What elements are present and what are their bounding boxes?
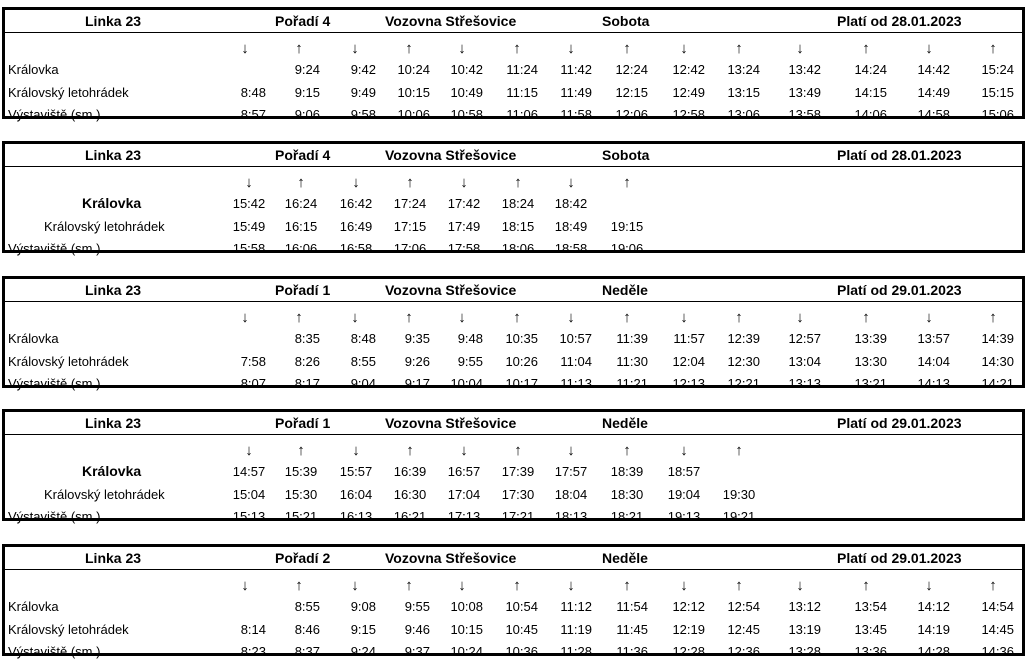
timetable-block — [2, 276, 1025, 391]
departure-time: 10:42 — [450, 62, 483, 77]
timetable-header — [5, 412, 1022, 435]
departure-time: 8:48 — [350, 331, 376, 346]
departure-time: 15:21 — [284, 509, 318, 524]
departure-time: 13:30 — [854, 354, 887, 369]
service-day: Neděle — [602, 550, 648, 566]
departure-time: 11:57 — [673, 331, 705, 346]
departure-time: 12:12 — [672, 599, 705, 614]
timetable-block — [2, 544, 1025, 659]
departure-time: 18:04 — [554, 487, 588, 502]
departure-time: 18:42 — [554, 196, 588, 211]
arrow-down-icon: ↓ — [925, 40, 933, 57]
departure-time: 10:35 — [505, 331, 538, 346]
run-order: Pořadí 1 — [275, 415, 331, 431]
departure-time: 16:04 — [339, 487, 373, 502]
departure-time: 13:58 — [788, 107, 821, 122]
departure-time: 12:45 — [727, 622, 760, 637]
departure-time: 10:24 — [397, 62, 430, 77]
departure-time: 17:13 — [447, 509, 481, 524]
departure-time: 17:58 — [447, 241, 481, 256]
departure-time: 8:46 — [294, 622, 320, 637]
departure-time: 11:12 — [560, 599, 592, 614]
departure-time: 10:57 — [559, 331, 592, 346]
departure-time: 13:45 — [854, 622, 887, 637]
arrow-down-icon: ↓ — [796, 309, 804, 326]
arrow-up-icon: ↑ — [989, 577, 997, 594]
stop-name: Královka — [8, 331, 59, 346]
departure-time: 9:26 — [404, 354, 430, 369]
depot-name: Vozovna Střešovice — [385, 13, 517, 29]
stop-name: Královský letohrádek — [44, 219, 165, 234]
valid-from: Platí od 28.01.2023 — [837, 13, 962, 29]
departure-time: 12:54 — [727, 599, 760, 614]
departure-time: 16:21 — [393, 509, 427, 524]
arrow-up-icon: ↑ — [735, 577, 743, 594]
arrow-down-icon: ↓ — [796, 577, 804, 594]
departure-time: 14:13 — [917, 376, 950, 391]
stop-name: Výstaviště (sm.) — [8, 241, 101, 256]
departure-time: 18:49 — [554, 219, 588, 234]
departure-time: 8:48 — [240, 85, 266, 100]
arrow-up-icon: ↑ — [514, 174, 522, 191]
depot-name: Vozovna Střešovice — [385, 282, 517, 298]
departure-time: 13:54 — [854, 599, 887, 614]
departure-time: 14:58 — [917, 107, 950, 122]
arrow-down-icon: ↓ — [567, 174, 575, 191]
departure-time: 17:04 — [447, 487, 481, 502]
departure-time: 11:24 — [506, 62, 538, 77]
arrow-down-icon: ↓ — [680, 442, 688, 459]
departure-time: 16:57 — [447, 464, 481, 479]
timetable-block — [2, 409, 1025, 524]
arrow-up-icon: ↑ — [862, 40, 870, 57]
departure-time: 14:12 — [917, 599, 950, 614]
stop-name: Královka — [8, 599, 59, 614]
departure-time: 19:04 — [667, 487, 701, 502]
departure-time: 18:30 — [610, 487, 644, 502]
departure-time: 13:42 — [788, 62, 821, 77]
service-day: Neděle — [602, 282, 648, 298]
departure-time: 13:04 — [788, 354, 821, 369]
departure-time: 19:15 — [610, 219, 644, 234]
departure-time: 10:04 — [450, 376, 483, 391]
departure-time: 16:58 — [339, 241, 373, 256]
line-number: Linka 23 — [85, 415, 142, 431]
depot-name: Vozovna Střešovice — [385, 147, 517, 163]
departure-time: 11:58 — [560, 107, 592, 122]
arrow-up-icon: ↑ — [405, 309, 413, 326]
departure-time: 14:30 — [981, 354, 1014, 369]
departure-time: 10:15 — [397, 85, 430, 100]
departure-time: 18:21 — [610, 509, 644, 524]
run-order: Pořadí 1 — [275, 282, 331, 298]
valid-from: Platí od 29.01.2023 — [837, 550, 962, 566]
departure-time: 10:54 — [505, 599, 538, 614]
departure-time: 17:30 — [501, 487, 535, 502]
departure-time: 12:28 — [672, 644, 705, 659]
departure-time: 9:35 — [404, 331, 430, 346]
departure-time: 14:45 — [981, 622, 1014, 637]
arrow-up-icon: ↑ — [862, 577, 870, 594]
departure-time: 12:21 — [727, 376, 760, 391]
departure-time: 12:24 — [615, 62, 648, 77]
depot-name: Vozovna Střešovice — [385, 415, 517, 431]
departure-time: 11:42 — [560, 62, 592, 77]
departure-time: 16:39 — [393, 464, 427, 479]
departure-time: 13:24 — [727, 62, 760, 77]
line-number: Linka 23 — [85, 13, 142, 29]
departure-time: 9:24 — [294, 62, 320, 77]
timetable-block — [2, 141, 1025, 256]
departure-time: 17:21 — [501, 509, 535, 524]
departure-time: 9:17 — [404, 376, 430, 391]
departure-time: 10:58 — [450, 107, 483, 122]
departure-time: 14:19 — [917, 622, 950, 637]
departure-time: 13:39 — [854, 331, 887, 346]
departure-time: 9:04 — [350, 376, 376, 391]
departure-time: 11:04 — [560, 354, 592, 369]
valid-from: Platí od 29.01.2023 — [837, 415, 962, 431]
arrow-down-icon: ↓ — [567, 309, 575, 326]
arrow-down-icon: ↓ — [241, 309, 249, 326]
arrow-up-icon: ↑ — [295, 577, 303, 594]
timetable-header — [5, 10, 1022, 33]
departure-time: 19:06 — [610, 241, 644, 256]
departure-time: 9:15 — [294, 85, 320, 100]
departure-time: 11:28 — [560, 644, 592, 659]
departure-time: 9:58 — [350, 107, 376, 122]
departure-time: 17:24 — [393, 196, 427, 211]
departure-time: 9:48 — [457, 331, 483, 346]
arrow-down-icon: ↓ — [458, 577, 466, 594]
timetable-header — [5, 144, 1022, 167]
arrow-down-icon: ↓ — [351, 40, 359, 57]
arrow-down-icon: ↓ — [460, 442, 468, 459]
departure-time: 11:06 — [506, 107, 538, 122]
departure-time: 8:17 — [294, 376, 320, 391]
line-number: Linka 23 — [85, 550, 142, 566]
stop-name: Královský letohrádek — [8, 354, 129, 369]
departure-time: 9:15 — [350, 622, 376, 637]
arrow-up-icon: ↑ — [862, 309, 870, 326]
line-number: Linka 23 — [85, 147, 142, 163]
departure-time: 15:49 — [232, 219, 266, 234]
arrow-down-icon: ↓ — [352, 442, 360, 459]
departure-time: 14:54 — [981, 599, 1014, 614]
departure-time: 8:14 — [240, 622, 266, 637]
arrow-down-icon: ↓ — [245, 442, 253, 459]
departure-time: 19:30 — [722, 487, 756, 502]
departure-time: 12:57 — [788, 331, 821, 346]
departure-time: 15:13 — [232, 509, 266, 524]
departure-time: 15:39 — [284, 464, 318, 479]
arrow-up-icon: ↑ — [405, 577, 413, 594]
departure-time: 10:15 — [450, 622, 483, 637]
departure-time: 19:13 — [667, 509, 701, 524]
departure-time: 11:45 — [616, 622, 648, 637]
service-day: Sobota — [602, 147, 650, 163]
timetable-header — [5, 547, 1022, 570]
stop-name: Královka — [82, 195, 142, 211]
departure-time: 14:06 — [854, 107, 887, 122]
arrow-up-icon: ↑ — [989, 40, 997, 57]
departure-time: 17:49 — [447, 219, 481, 234]
departure-time: 11:36 — [616, 644, 648, 659]
departure-time: 12:49 — [672, 85, 705, 100]
run-order: Pořadí 4 — [275, 147, 331, 163]
arrow-up-icon: ↑ — [623, 40, 631, 57]
departure-time: 13:19 — [788, 622, 821, 637]
departure-time: 10:17 — [505, 376, 538, 391]
departure-time: 11:54 — [616, 599, 648, 614]
departure-time: 7:58 — [240, 354, 266, 369]
departure-time: 13:15 — [727, 85, 760, 100]
departure-time: 9:42 — [350, 62, 376, 77]
departure-time: 18:58 — [554, 241, 588, 256]
arrow-up-icon: ↑ — [406, 442, 414, 459]
departure-time: 13:49 — [788, 85, 821, 100]
departure-time: 17:39 — [501, 464, 535, 479]
stop-name: Královský letohrádek — [44, 487, 165, 502]
departure-time: 13:13 — [788, 376, 821, 391]
arrow-down-icon: ↓ — [567, 577, 575, 594]
arrow-down-icon: ↓ — [925, 577, 933, 594]
departure-time: 12:06 — [615, 107, 648, 122]
arrow-up-icon: ↑ — [735, 442, 743, 459]
departure-time: 14:24 — [854, 62, 887, 77]
departure-time: 12:13 — [672, 376, 705, 391]
arrow-up-icon: ↑ — [406, 174, 414, 191]
departure-time: 11:30 — [616, 354, 648, 369]
departure-time: 14:36 — [981, 644, 1014, 659]
stop-name: Královka — [82, 463, 142, 479]
departure-time: 12:15 — [615, 85, 648, 100]
departure-time: 18:24 — [501, 196, 535, 211]
departure-time: 11:39 — [616, 331, 648, 346]
departure-time: 14:57 — [232, 464, 266, 479]
departure-time: 9:55 — [457, 354, 483, 369]
arrow-up-icon: ↑ — [735, 40, 743, 57]
departure-time: 15:04 — [232, 487, 266, 502]
stop-name: Královský letohrádek — [8, 622, 129, 637]
departure-time: 13:28 — [788, 644, 821, 659]
arrow-down-icon: ↓ — [460, 174, 468, 191]
departure-time: 13:06 — [727, 107, 760, 122]
departure-time: 10:26 — [505, 354, 538, 369]
arrow-up-icon: ↑ — [513, 40, 521, 57]
service-day: Neděle — [602, 415, 648, 431]
departure-time: 12:30 — [727, 354, 760, 369]
departure-time: 8:26 — [294, 354, 320, 369]
departure-time: 11:15 — [506, 85, 538, 100]
departure-time: 8:55 — [350, 354, 376, 369]
arrow-up-icon: ↑ — [297, 174, 305, 191]
departure-time: 12:04 — [672, 354, 705, 369]
departure-time: 9:55 — [404, 599, 430, 614]
departure-time: 14:04 — [917, 354, 950, 369]
departure-time: 16:24 — [284, 196, 318, 211]
departure-time: 11:19 — [560, 622, 592, 637]
arrow-down-icon: ↓ — [680, 40, 688, 57]
departure-time: 17:42 — [447, 196, 481, 211]
arrow-down-icon: ↓ — [352, 174, 360, 191]
arrow-down-icon: ↓ — [796, 40, 804, 57]
arrow-up-icon: ↑ — [623, 577, 631, 594]
departure-time: 13:12 — [788, 599, 821, 614]
departure-time: 9:24 — [350, 644, 376, 659]
arrow-down-icon: ↓ — [458, 309, 466, 326]
departure-time: 12:19 — [672, 622, 705, 637]
arrow-up-icon: ↑ — [295, 309, 303, 326]
departure-time: 18:39 — [610, 464, 644, 479]
valid-from: Platí od 28.01.2023 — [837, 147, 962, 163]
depot-name: Vozovna Střešovice — [385, 550, 517, 566]
departure-time: 8:55 — [294, 599, 320, 614]
departure-time: 10:49 — [450, 85, 483, 100]
arrow-up-icon: ↑ — [405, 40, 413, 57]
departure-time: 16:42 — [339, 196, 373, 211]
departure-time: 10:08 — [450, 599, 483, 614]
arrow-up-icon: ↑ — [513, 577, 521, 594]
departure-time: 15:30 — [284, 487, 318, 502]
departure-time: 16:49 — [339, 219, 373, 234]
arrow-down-icon: ↓ — [680, 309, 688, 326]
departure-time: 13:57 — [917, 331, 950, 346]
departure-time: 8:35 — [294, 331, 320, 346]
departure-time: 8:07 — [240, 376, 266, 391]
departure-time: 10:36 — [505, 644, 538, 659]
departure-time: 9:08 — [350, 599, 376, 614]
departure-time: 15:58 — [232, 241, 266, 256]
departure-time: 15:06 — [981, 107, 1014, 122]
arrow-up-icon: ↑ — [623, 309, 631, 326]
stop-name: Výstaviště (sm.) — [8, 509, 101, 524]
departure-time: 18:57 — [667, 464, 701, 479]
line-number: Linka 23 — [85, 282, 142, 298]
departure-time: 16:13 — [339, 509, 373, 524]
departure-time: 15:57 — [339, 464, 373, 479]
departure-time: 9:46 — [404, 622, 430, 637]
departure-time: 14:28 — [917, 644, 950, 659]
arrow-up-icon: ↑ — [513, 309, 521, 326]
timetable-block — [2, 7, 1025, 122]
departure-time: 18:13 — [554, 509, 588, 524]
departure-time: 9:06 — [294, 107, 320, 122]
departure-time: 14:15 — [854, 85, 887, 100]
departure-time: 11:13 — [560, 376, 592, 391]
arrow-down-icon: ↓ — [351, 577, 359, 594]
departure-time: 16:15 — [284, 219, 318, 234]
departure-time: 14:42 — [917, 62, 950, 77]
departure-time: 9:37 — [404, 644, 430, 659]
arrow-down-icon: ↓ — [567, 40, 575, 57]
arrow-up-icon: ↑ — [295, 40, 303, 57]
arrow-down-icon: ↓ — [458, 40, 466, 57]
departure-time: 18:06 — [501, 241, 535, 256]
departure-time: 11:49 — [560, 85, 592, 100]
arrow-down-icon: ↓ — [567, 442, 575, 459]
departure-time: 9:49 — [350, 85, 376, 100]
departure-time: 12:39 — [727, 331, 760, 346]
departure-time: 15:24 — [981, 62, 1014, 77]
departure-time: 18:15 — [501, 219, 535, 234]
arrow-up-icon: ↑ — [297, 442, 305, 459]
departure-time: 12:58 — [672, 107, 705, 122]
departure-time: 14:21 — [981, 376, 1014, 391]
departure-time: 19:21 — [722, 509, 756, 524]
run-order: Pořadí 4 — [275, 13, 331, 29]
departure-time: 13:36 — [854, 644, 887, 659]
departure-time: 16:06 — [284, 241, 318, 256]
departure-time: 14:49 — [917, 85, 950, 100]
departure-time: 13:21 — [854, 376, 887, 391]
service-day: Sobota — [602, 13, 650, 29]
arrow-up-icon: ↑ — [623, 442, 631, 459]
departure-time: 16:30 — [393, 487, 427, 502]
stop-name: Královský letohrádek — [8, 85, 129, 100]
departure-time: 17:15 — [393, 219, 427, 234]
departure-time: 17:06 — [393, 241, 427, 256]
arrow-down-icon: ↓ — [925, 309, 933, 326]
arrow-down-icon: ↓ — [245, 174, 253, 191]
valid-from: Platí od 29.01.2023 — [837, 282, 962, 298]
arrow-down-icon: ↓ — [680, 577, 688, 594]
departure-time: 17:57 — [554, 464, 588, 479]
departure-time: 12:42 — [672, 62, 705, 77]
arrow-down-icon: ↓ — [241, 40, 249, 57]
arrow-up-icon: ↑ — [989, 309, 997, 326]
departure-time: 15:15 — [981, 85, 1014, 100]
departure-time: 10:24 — [450, 644, 483, 659]
stop-name: Výstaviště (sm.) — [8, 376, 101, 391]
departure-time: 8:23 — [240, 644, 266, 659]
departure-time: 8:57 — [240, 107, 266, 122]
stop-name: Výstaviště (sm.) — [8, 107, 101, 122]
arrow-up-icon: ↑ — [735, 309, 743, 326]
departure-time: 12:36 — [727, 644, 760, 659]
run-order: Pořadí 2 — [275, 550, 331, 566]
departure-time: 14:39 — [981, 331, 1014, 346]
departure-time: 10:45 — [505, 622, 538, 637]
timetable-header — [5, 279, 1022, 302]
departure-time: 10:06 — [397, 107, 430, 122]
arrow-down-icon: ↓ — [241, 577, 249, 594]
departure-time: 8:37 — [294, 644, 320, 659]
stop-name: Výstaviště (sm.) — [8, 644, 101, 659]
arrow-down-icon: ↓ — [351, 309, 359, 326]
departure-time: 15:42 — [232, 196, 266, 211]
arrow-up-icon: ↑ — [514, 442, 522, 459]
departure-time: 11:21 — [616, 376, 648, 391]
arrow-up-icon: ↑ — [623, 174, 631, 191]
stop-name: Královka — [8, 62, 59, 77]
